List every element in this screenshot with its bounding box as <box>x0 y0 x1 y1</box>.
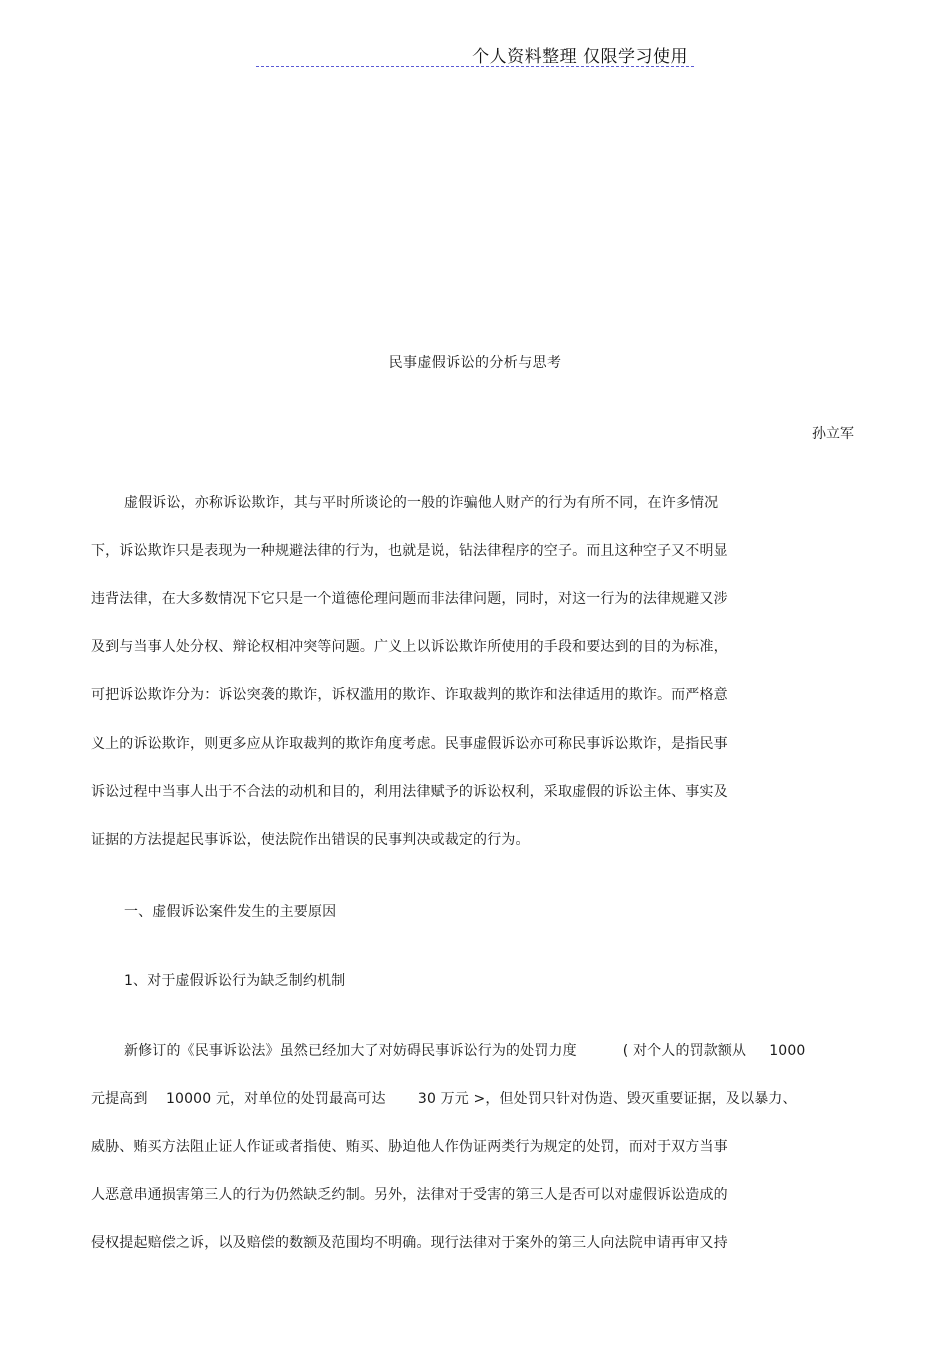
paragraph-line: 及到与当事人处分权、辩论权相冲突等问题。广义上以诉讼欺诈所使用的手段和要达到的目的为标准， <box>91 639 728 655</box>
paragraph-line: 人恶意串通损害第三人的行为仍然缺乏约制。另外，法律对于受害的第三人是否可以对虚假诉讼造成的 <box>91 1187 728 1203</box>
paragraph-line: 威胁、贿买方法阻止证人作证或者指使、贿买、胁迫他人作伪证两类行为规定的处罚，而对于双方当事 <box>91 1139 728 1155</box>
paragraph-line: 元提高到 10000 元，对单位的处罚最高可达 30 万元 >，但处罚只针对伪造、毁灭重要证据，及以暴力、 <box>91 1091 797 1107</box>
document-title: 民事虚假诉讼的分析与思考 <box>388 355 562 371</box>
paragraph-line: 下，诉讼欺诈只是表现为一种规避法律的行为，也就是说，钻法律程序的空子。而且这种空子又不明显 <box>91 543 728 559</box>
paragraph-line: 虚假诉讼，亦称诉讼欺诈，其与平时所谈论的一般的诈骗他人财产的行为有所不同，在许多情况 <box>124 495 719 511</box>
paragraph-line: 可把诉讼欺诈分为：诉讼突袭的欺诈，诉权滥用的欺诈、诈取裁判的欺诈和法律适用的欺诈。而严格意 <box>91 687 728 703</box>
paragraph-line: 新修订的《民事诉讼法》虽然已经加大了对妨碍民事诉讼行为的处罚力度 ( 对个人的罚款额从 1000 <box>124 1043 806 1059</box>
section-heading: 一、虚假诉讼案件发生的主要原因 <box>124 904 337 920</box>
subsection-heading: 1、对于虚假诉讼行为缺乏制约机制 <box>124 973 346 989</box>
paragraph-line: 违背法律，在大多数情况下它只是一个道德伦理问题而非法律问题，同时，对这一行为的法律规避又涉 <box>91 591 728 607</box>
paragraph-line: 证据的方法提起民事诉讼，使法院作出错误的民事判决或裁定的行为。 <box>91 832 530 848</box>
author-name: 孙立军 <box>812 426 854 442</box>
paragraph-line: 义上的诉讼欺诈，则更多应从诈取裁判的欺诈角度考虑。民事虚假诉讼亦可称民事诉讼欺诈，是指民事 <box>91 736 728 752</box>
paragraph-line: 侵权提起赔偿之诉，以及赔偿的数额及范围均不明确。现行法律对于案外的第三人向法院申请再审又持 <box>91 1235 728 1251</box>
paragraph-line: 诉讼过程中当事人出于不合法的动机和目的，利用法律赋予的诉讼权利，采取虚假的诉讼主体、事实及 <box>91 784 728 800</box>
page-header <box>256 42 694 67</box>
header-text: 个人资料整理 仅限学习使用 <box>472 47 688 67</box>
